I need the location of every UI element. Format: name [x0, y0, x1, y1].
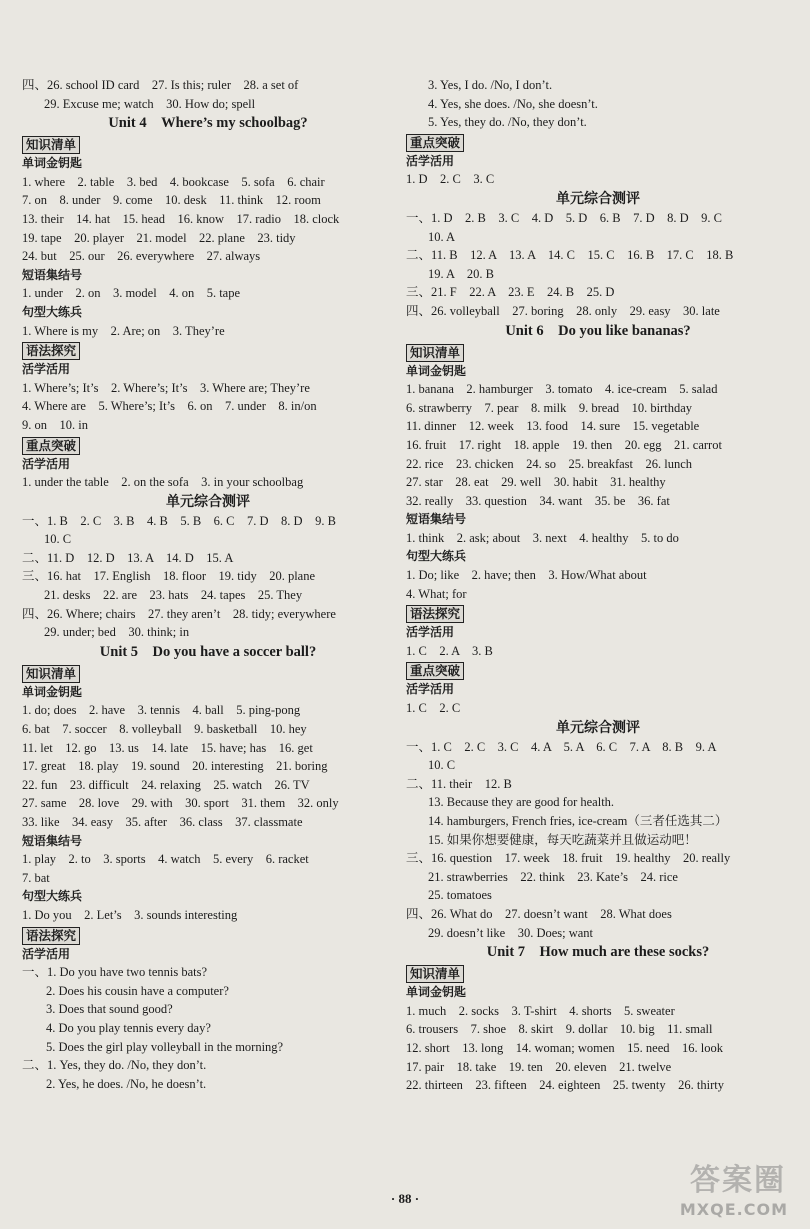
answer-line: 1. under 2. on 3. model 4. on 5. tape	[22, 286, 241, 301]
subsection-label: 单词金钥匙	[406, 985, 467, 1000]
answer-line: 27. star 28. eat 29. well 30. habit 31. healthy	[406, 475, 666, 490]
answer-line: 29. Excuse me; watch 30. How do; spell	[44, 96, 256, 111]
answer-line: 19. tape 20. player 21. model 22. plane 23. tidy	[22, 230, 296, 245]
answer-line: 12. short 13. long 14. woman; women 15. need 16. look	[406, 1040, 723, 1055]
subsection-label: 活学活用	[406, 153, 455, 168]
answer-line: 1. Do; like 2. have; then 3. How/What about	[406, 568, 647, 583]
answer-line: 6. bat 7. soccer 8. volleyball 9. basketball 10. hey	[22, 722, 307, 737]
left-column	[22, 76, 394, 1093]
answer-line: 3. Yes, I do. /No, I don’t.	[428, 78, 553, 92]
subsection-label: 单词金钥匙	[406, 363, 467, 378]
answer-line: 一、1. D 2. B 3. C 4. D 5. D 6. B 7. D 8. D 9. C	[406, 210, 722, 225]
answer-line: 9. on 10. in	[22, 417, 88, 432]
answer-line: 11. dinner 12. week 13. food 14. sure 15. vegetable	[406, 419, 700, 434]
answer-line: 21. strawberries 22. think 23. Kate’s 24. rice	[428, 869, 678, 884]
answer-line: 1. do; does 2. have 3. tennis 4. ball 5. ping-pong	[22, 703, 301, 718]
unit-heading: Unit 6 Do you like bananas?	[505, 322, 691, 339]
answer-line: 16. fruit 17. right 18. apple 19. then 20. egg 21. carrot	[406, 437, 722, 452]
answer-line: 7. on 8. under 9. come 10. desk 11. think 12. room	[22, 193, 321, 208]
answer-line: 1. Where is my 2. Are; on 3. They’re	[22, 323, 225, 338]
subsection-label: 单词金钥匙	[22, 156, 83, 171]
right-column	[406, 76, 790, 1095]
answer-line: 13. their 14. hat 15. head 16. know 17. radio 18. clock	[22, 211, 340, 226]
answer-line: 1. much 2. socks 3. T-shirt 4. shorts 5. sweater	[406, 1003, 675, 1018]
answer-line: 10. C	[44, 532, 72, 547]
subsection-label: 活学活用	[406, 682, 455, 697]
answer-line: 1. under the table 2. on the sofa 3. in your schoolbag	[22, 475, 304, 490]
section-box	[406, 660, 790, 680]
answer-line: 1. think 2. ask; about 3. next 4. healthy 5. to do	[406, 530, 679, 545]
subsection-label: 句型大练兵	[22, 304, 83, 319]
answer-line: 3. Does that sound good?	[46, 1002, 173, 1017]
section-box-label: 知识清单	[22, 665, 80, 683]
answer-line: 1. Where’s; It’s 2. Where’s; It’s 3. Where are; They’re	[22, 380, 310, 395]
answer-line: 19. A 20. B	[428, 266, 494, 281]
answer-line: 1. play 2. to 3. sports 4. watch 5. every 6. racket	[22, 852, 309, 867]
subsection-label: 短语集结号	[406, 512, 467, 527]
watermark-url: MXQE.COM	[679, 1200, 788, 1219]
test-title: 单元综合测评	[166, 493, 250, 510]
answer-line: 33. like 34. easy 35. after 36. class 37. classmate	[22, 815, 303, 829]
section-box-label: 语法探究	[22, 927, 80, 945]
answer-line: 17. pair 18. take 19. ten 20. eleven 21. twelve	[406, 1059, 672, 1074]
section-box	[406, 963, 790, 983]
section-box-label: 重点突破	[406, 662, 464, 680]
answer-line: 17. great 18. play 19. sound 20. interesting 21. boring	[22, 759, 328, 774]
answer-line: 4. What; for	[406, 586, 467, 601]
subsection-label: 句型大练兵	[406, 549, 467, 564]
answer-line: 4. Where are 5. Where’s; It’s 6. on 7. under 8. in/on	[22, 399, 317, 414]
answer-line: 2. Yes, he does. /No, he doesn’t.	[46, 1076, 207, 1091]
section-box-label: 语法探究	[22, 342, 80, 360]
section-box-label: 知识清单	[406, 965, 464, 983]
subsection-label: 短语集结号	[22, 267, 83, 282]
answer-line: 1. C 2. A 3. B	[406, 643, 493, 658]
answer-line: 13. Because they are good for health.	[428, 795, 615, 810]
answer-line: 三、16. question 17. week 18. fruit 19. healthy 20. really	[406, 851, 731, 866]
section-box	[22, 134, 394, 154]
test-title: 单元综合测评	[556, 719, 640, 736]
answer-line: 22. fun 23. difficult 24. relaxing 25. watch 26. TV	[22, 777, 310, 792]
answer-line: 7. bat	[22, 870, 50, 885]
answer-line: 二、11. D 12. D 13. A 14. D 15. A	[22, 550, 234, 565]
answer-line: 1. banana 2. hamburger 3. tomato 4. ice-cream 5. salad	[406, 382, 718, 397]
answer-line: 1. C 2. C	[406, 701, 461, 716]
answer-line: 一、1. B 2. C 3. B 4. B 5. B 6. C 7. D 8. D 9. B	[22, 513, 336, 528]
answer-line: 6. trousers 7. shoe 8. skirt 9. dollar 10. big 11. small	[406, 1022, 713, 1037]
answer-line: 一、1. C 2. C 3. C 4. A 5. A 6. C 7. A 8. B 9. A	[406, 739, 717, 754]
answer-line: 14. hamburgers, French fries, ice-cream（三者任选其二）	[428, 814, 728, 828]
subsection-label: 活学活用	[22, 362, 71, 377]
section-box	[406, 603, 790, 623]
section-box	[406, 132, 790, 152]
section-box	[22, 663, 394, 683]
unit-heading: Unit 7 How much are these socks?	[486, 944, 710, 961]
answer-line: 1. D 2. C 3. C	[406, 172, 495, 187]
answer-line: 二、11. their 12. B	[406, 776, 512, 791]
test-title: 单元综合测评	[556, 190, 640, 207]
subsection-label: 短语集结号	[22, 833, 83, 848]
answer-line: 四、26. What do 27. doesn’t want 28. What does	[406, 906, 672, 921]
answer-line: 二、11. B 12. A 13. A 14. C 15. C 16. B 17. C 18. B	[406, 248, 734, 263]
answer-line: 21. desks 22. are 23. hats 24. tapes 25. They	[44, 588, 303, 603]
answer-line: 1. where 2. table 3. bed 4. bookcase 5. sofa 6. chair	[22, 174, 325, 189]
section-box-label: 知识清单	[22, 136, 80, 154]
subsection-label: 活学活用	[22, 456, 71, 471]
unit-heading: Unit 4 Where’s my schoolbag?	[108, 115, 308, 132]
answer-line: 三、21. F 22. A 23. E 24. B 25. D	[406, 285, 615, 300]
section-box-label: 语法探究	[406, 605, 464, 623]
answer-line: 22. rice 23. chicken 24. so 25. breakfast 26. lunch	[406, 456, 693, 471]
subsection-label: 单词金钥匙	[22, 684, 83, 699]
section-box	[22, 340, 394, 360]
answer-line: 四、26. school ID card 27. Is this; ruler 28. a set of	[22, 78, 299, 92]
section-box-label: 重点突破	[406, 134, 464, 152]
subsection-label: 句型大练兵	[22, 889, 83, 904]
answer-line: 27. same 28. love 29. with 30. sport 31. them 32. only	[22, 796, 339, 811]
answer-line: 一、1. Do you have two tennis bats?	[22, 965, 208, 980]
answer-line: 2. Does his cousin have a computer?	[46, 983, 229, 998]
answer-line: 5. Yes, they do. /No, they don’t.	[428, 115, 587, 130]
answer-line: 29. doesn’t like 30. Does; want	[428, 925, 594, 940]
subsection-label: 活学活用	[406, 625, 455, 640]
answer-line: 32. really 33. question 34. want 35. be 36. fat	[406, 493, 670, 508]
answer-line: 四、26. volleyball 27. boring 28. only 29. easy 30. late	[406, 303, 720, 318]
section-box-label: 知识清单	[406, 344, 464, 362]
answer-line: 24. but 25. our 26. everywhere 27. always	[22, 249, 261, 264]
page-number: · 88 ·	[390, 1191, 420, 1206]
answer-line: 4. Yes, she does. /No, she doesn’t.	[428, 96, 598, 111]
answer-line: 四、26. Where; chairs 27. they aren’t 28. tidy; everywhere	[22, 606, 336, 621]
watermark-logo	[652, 1159, 802, 1225]
answer-line: 10. A	[428, 229, 456, 244]
section-box	[406, 342, 790, 362]
watermark-cn: 答案圈	[690, 1163, 786, 1198]
answer-line: 5. Does the girl play volleyball in the morning?	[46, 1039, 284, 1054]
answer-line: 15. 如果你想要健康，每天吃蔬菜并且做运动吧！	[428, 832, 697, 847]
unit-heading: Unit 5 Do you have a soccer ball?	[99, 643, 317, 660]
answer-line: 29. under; bed 30. think; in	[44, 625, 190, 640]
subsection-label: 活学活用	[22, 946, 71, 961]
answer-line: 11. let 12. go 13. us 14. late 15. have; has 16. get	[22, 740, 313, 755]
answer-line: 二、1. Yes, they do. /No, they don’t.	[22, 1058, 207, 1073]
answer-line: 1. Do you 2. Let’s 3. sounds interesting	[22, 907, 238, 922]
answer-line: 22. thirteen 23. fifteen 24. eighteen 25. twenty 26. thirty	[406, 1078, 724, 1093]
section-box-label: 重点突破	[22, 437, 80, 455]
section-box	[22, 435, 394, 455]
answer-line: 6. strawberry 7. pear 8. milk 9. bread 10. birthday	[406, 400, 693, 415]
section-box	[22, 925, 394, 945]
answer-line: 25. tomatoes	[428, 888, 492, 903]
answer-line: 4. Do you play tennis every day?	[46, 1020, 211, 1035]
answer-line: 10. C	[428, 758, 456, 773]
answer-line: 三、16. hat 17. English 18. floor 19. tidy 20. plane	[22, 569, 316, 584]
